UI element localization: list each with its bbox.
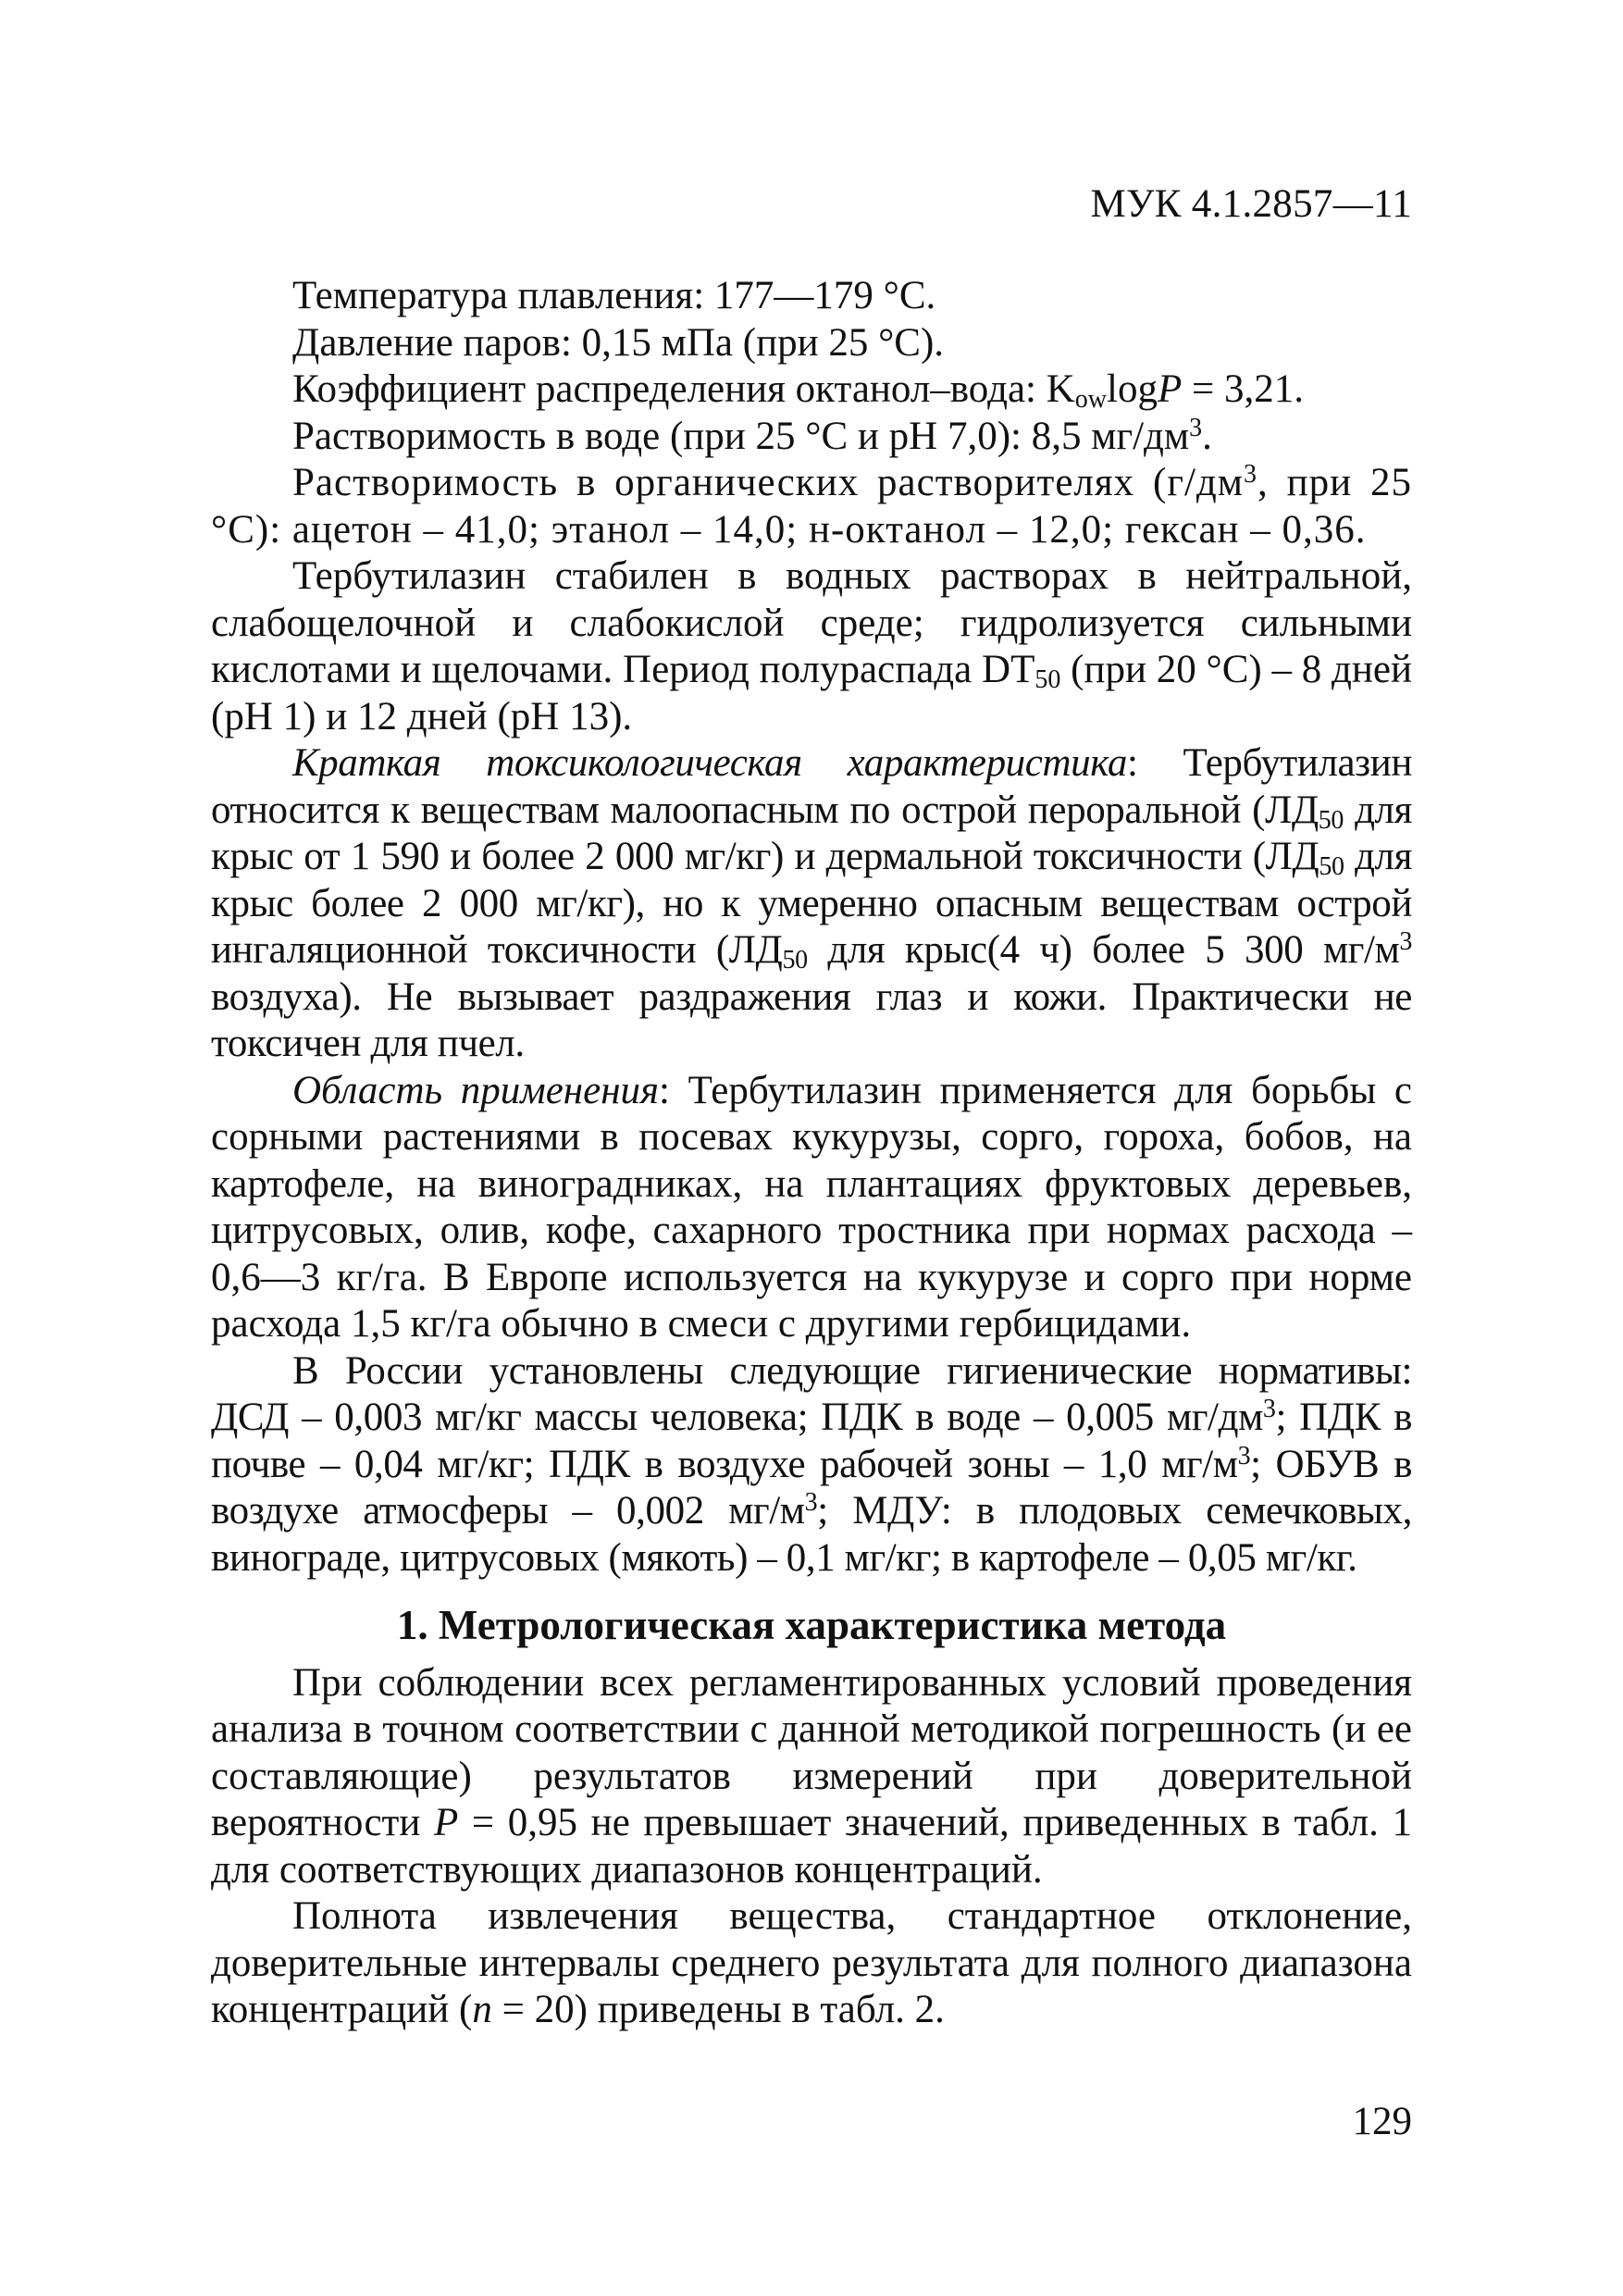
section-title: 1. Метрологическая характеристика метода: [396, 1602, 1227, 1648]
melting-point: Температура плавления: 177—179 °С.: [292, 274, 936, 317]
stability-paragraph: Тербутилазин стабилен в водных растворах в нейтральной, слабощелочной и слабокислой среде; гидролизуется сильными кислотами и щелочами. Период полураспада $DT_{50}$ (при 20 °С) – 8 дней (рН 1) и 12 дней (рН 13).: [211, 554, 1412, 738]
toxicology-label: Краткая токсикологическая характеристика: [292, 741, 1127, 785]
toxicology-paragraph: Краткая токсикологическая характеристика: Тербутилазин относится к веществам малоопасным по острой пероральной ($ЛД_{50}$ для крыс от 1 590 и более 2 000 мг/кг) и дермальной токсичности ($ЛД_{50}$ для крыс более 2 000 мг/кг), но к умеренно опасным веществам острой ингаляционной токсичности ($ЛД_{50}$ для крыс(4 ч) более 5 300 $мг/м^3$ воздуха). Не вызывает раздражения глаз и кожи. Практически не токсичен для пчел.: [211, 741, 1413, 1065]
water-solubility: Растворимость в воде (при 25 °С и рН 7,0): 8,5 $мг/дм^3$.: [292, 413, 1212, 458]
application-label: Область применения: [292, 1068, 660, 1112]
vapor-pressure: Давление паров: 0,15 мПа (при 25 °С).: [292, 320, 945, 365]
document-code: МУК 4.1.2857—11: [1090, 182, 1412, 226]
norms-paragraph: В России установлены следующие гигиенические нормативы: ДСД – 0,003 мг/кг массы человека; ПДК в воде – 0,005 $мг/дм^3$; ПДК в почве – 0,04 мг/кг; ПДК в воздухе рабочей зоны – 1,0 $мг/м^3$; ОБУВ в воздухе атмосферы – 0,002 $мг/м^3$; МДУ: в плодовых семечковых, винограде, цитрусовых (мякоть) – 0,1 мг/кг; в картофеле – 0,05 мг/кг.: [211, 1348, 1413, 1580]
partition-coefficient: Коэффициент распределения октанол–вода: $K_{ow}\log P = 3,21$.: [292, 367, 1305, 414]
metrology-paragraph: При соблюдении всех регламентированных условий проведения анализа в точном соответствии с данной методикой погрешность (и ее составляющие) результатов измерений при доверительной вероятности Р = 0,95 не превышает значений, приведенных в табл. 1 для соответствующих диапазонов концентраций.: [211, 1660, 1413, 1892]
organic-solubility: Растворимость в органических растворителях ($г/дм^3$, при 25 °С): ацетон – 41,0; этанол – 14,0; н-октанол – 12,0; гексан – 0,36.: [211, 460, 1413, 552]
page-number: 129: [1352, 2100, 1412, 2143]
recovery-paragraph: Полнота извлечения вещества, стандартное отклонение, доверительные интервалы среднего результата для полного диапазона концентраций (n = 20) приведены в табл. 2.: [211, 1894, 1412, 2031]
application-paragraph: Область применения: Тербутилазин применяется для борьбы с сорными растениями в посевах кукурузы, сорго, гороха, бобов, на картофеле, на виноградниках, на плантациях фруктовых деревьев, цитрусовых, олив, кофе, сахарного тростника при нормах расхода – 0,6—3 кг/га. В Европе используется на кукурузе и сорго при норме расхода 1,5 кг/га обычно в смеси с другими гербицидами.: [211, 1068, 1412, 1346]
body-text: [211, 273, 1412, 2034]
